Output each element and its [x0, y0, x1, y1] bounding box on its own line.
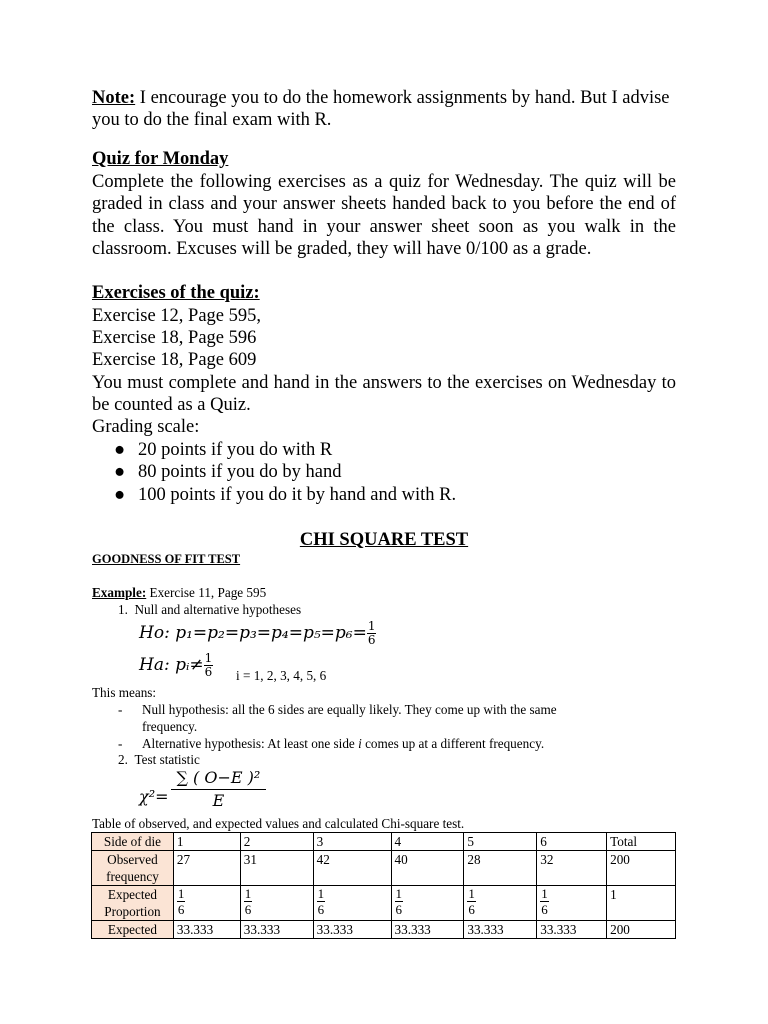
exercise-item: Exercise 18, Page 596 — [92, 328, 257, 348]
table-cell: Total — [607, 833, 676, 851]
table-cell: 200 — [607, 921, 676, 939]
example-line: Example: Exercise 11, Page 595 — [92, 585, 267, 600]
table-cell: 32 — [537, 851, 607, 886]
table-cell: $\frac{1}{6}$ — [537, 886, 607, 921]
table-cell: 31 — [240, 851, 313, 886]
table-cell: 40 — [391, 851, 464, 886]
table-cell: 6 — [537, 833, 607, 851]
table-row — [92, 833, 676, 851]
proportion-label-cell: Expected Proportion — [92, 886, 174, 921]
table-cell: 27 — [173, 851, 240, 886]
table-cell: 33.333 — [240, 921, 313, 939]
alt-hypothesis-formula: Ha: pᵢ≠ $\frac{1}{6}$ — [139, 651, 213, 679]
table-row — [92, 886, 676, 921]
null-hypothesis-formula: Ho: p₁=p₂=p₃=p₄=p₅=p₆= $\frac{1}{6}$ — [139, 619, 376, 647]
table-cell: 4 — [391, 833, 464, 851]
table-caption: Table of observed, and expected values and calculated Chi-square test. — [92, 816, 465, 831]
table-cell: 1 — [607, 886, 676, 921]
expected-label-cell: Expected — [92, 921, 174, 939]
grading-label: Grading scale: — [92, 417, 200, 437]
null-explanation: Null hypothesis: all the 6 sides are equally likely. They come up with the same — [142, 702, 557, 717]
table-cell: $\frac{1}{6}$ — [313, 886, 391, 921]
fraction: $\frac{1}{6}$ — [204, 651, 213, 679]
table-cell: $\frac{1}{6}$ — [240, 886, 313, 921]
step-2: 2. Test statistic — [118, 752, 200, 767]
header-label-cell: Side of die — [92, 833, 174, 851]
document-page: Note: I encourage you to do the homework assignments by hand. But I advise you to do the final exam with R. Quiz for Monday Complete the following exercises as a quiz for Wednesday. The quiz will be graded in class and your answer sheets handed back to you before the end of the class. You must hand in your answer sheet soon as you walk in the classroom. Excuses will be graded, they will have 0/100 as a grade. Exercises of the quiz: Exercise 12, Page 595, Exercise 18, Page 596 Exercise 18, Page 609 You must complete and hand in the answers to the exercises on Wednesday to be counted as a Quiz. Grading scale: ● 20 points if you do with R ● 80 points if you do by hand ● 100 points if you do it by hand and with R. CHI SQUARE TEST GOODNESS OF FIT TEST Example: Exercise 11, Page 595 1. Null and alternative hypotheses Ho: p₁=p₂=p₃=p₄=p₅=p₆= $\frac{1}{6}$ Ha: pᵢ≠ $\frac{1}{6}$ i = 1, 2, 3, 4, 5, 6 This means: - Null hypothesis: all the 6 sides are equally likely. They come up with the same frequency. - Alternative hypothesis: At least one side i comes up at a different frequency. 2. Test statistic χ²= $\frac{\text{∑ ( O−E )²}}{E}$ Table of observed, and expected values and calculated Chi-square test. Side of die 1 2 3 4 5 6 Total Observed frequency 27 31 42 40 28 32 200 Expected Proportion $\frac{1}{6}$ $\frac{1}{6}$ $\frac{1}{6}$ $\frac{1}{6}$ $\frac{1}{6}$ $\frac{1}{6}$ 1 Expected 33.333 33.333 33.333 33.333 33.333 33.333 200 — [92, 88, 676, 937]
table-cell: 33.333 — [391, 921, 464, 939]
table-cell: 5 — [464, 833, 537, 851]
quiz-heading: Quiz for Monday — [92, 149, 229, 169]
table-cell: 2 — [240, 833, 313, 851]
table-cell: 42 — [313, 851, 391, 886]
exercise-item: Exercise 18, Page 609 — [92, 350, 257, 370]
note-paragraph — [92, 87, 676, 132]
observed-label-cell: Observed frequency — [92, 851, 174, 886]
chi-square-table — [91, 832, 676, 939]
alt-explanation: Alternative hypothesis: At least one side i comes up at a different frequency. — [142, 736, 545, 751]
table-row — [92, 851, 676, 886]
fraction: $\frac{1}{6}$ — [367, 619, 376, 647]
table-cell: $\frac{1}{6}$ — [391, 886, 464, 921]
dash-icon: - — [118, 736, 123, 751]
table-cell: 33.333 — [173, 921, 240, 939]
note-text: I encourage you to do the homework assignments by hand. But I advise you to do the final exam with R. — [92, 88, 670, 131]
dash-icon: - — [118, 702, 123, 717]
table-cell: 1 — [173, 833, 240, 851]
table-cell: 200 — [607, 851, 676, 886]
table-cell: $\frac{1}{6}$ — [464, 886, 537, 921]
complete-paragraph: You must complete and hand in the answers to the exercises on Wednesday to be counted as a Quiz. — [92, 373, 676, 416]
example-label: Example: — [92, 585, 147, 600]
step-1: 1. Null and alternative hypotheses — [118, 602, 302, 617]
this-means: This means: — [92, 685, 157, 700]
exercise-item: Exercise 12, Page 595, — [92, 306, 262, 326]
table-cell: 3 — [313, 833, 391, 851]
table-cell: 28 — [464, 851, 537, 886]
bullet-icon: ● — [114, 440, 126, 460]
table-cell: $\frac{1}{6}$ — [173, 886, 240, 921]
table-cell: 33.333 — [464, 921, 537, 939]
bullet-icon: ● — [114, 485, 126, 505]
chi-square-formula: χ²= $\frac{\text{∑ ( O−E )²}}{E}$ — [139, 767, 266, 812]
index-range: i = 1, 2, 3, 4, 5, 6 — [236, 668, 327, 683]
quiz-paragraph: Complete the following exercises as a quiz for Wednesday. The quiz will be graded in class and your answer sheets handed back to you before the end of the class. You must hand in your answer sheet soon as you walk in the classroom. Excuses will be graded, they will have 0/100 as a grade. — [92, 172, 676, 260]
table-cell: 33.333 — [537, 921, 607, 939]
exercises-heading: Exercises of the quiz: — [92, 283, 260, 303]
bullet-icon: ● — [114, 462, 126, 482]
null-explanation-cont: frequency. — [142, 719, 198, 734]
chi-title: CHI SQUARE TEST — [299, 530, 469, 550]
chi-subtitle: GOODNESS OF FIT TEST — [92, 552, 241, 566]
note-label: Note: — [92, 88, 136, 108]
table-row — [92, 921, 676, 939]
table-cell: 33.333 — [313, 921, 391, 939]
